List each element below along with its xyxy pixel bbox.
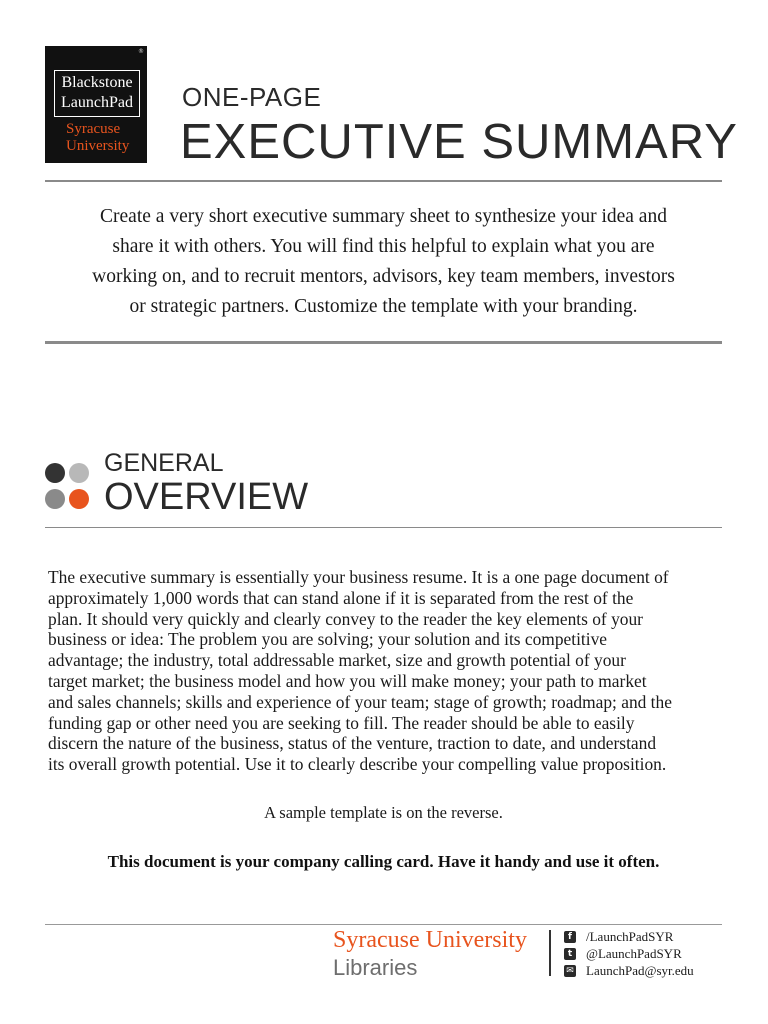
facebook-handle[interactable]: /LaunchPadSYR	[586, 928, 674, 944]
registered-mark: ®	[138, 48, 144, 55]
body-line: and sales channels; skills and experience of your team; stage of growth; roadmap; and the	[48, 691, 672, 712]
dot-light-gray	[69, 463, 89, 483]
header-divider	[45, 180, 722, 182]
body-line: advantage; the industry, total addressable market, size and growth potential of your	[48, 650, 626, 671]
dot-dark	[45, 463, 65, 483]
overview-paragraph	[48, 567, 728, 775]
body-line: its overall growth potential. Use it to clearly describe your compelling value proposition.	[48, 754, 667, 775]
body-line: The executive summary is essentially your business resume. It is a one page document of	[48, 567, 669, 587]
contact-facebook[interactable]	[564, 928, 694, 945]
logo-line-university: University	[66, 138, 130, 154]
twitter-icon: t	[564, 948, 576, 960]
facebook-icon: f	[564, 931, 576, 943]
body-line: target market; the business model and how you will make money; your path to market	[48, 670, 647, 691]
twitter-handle[interactable]: @LaunchPadSYR	[586, 945, 682, 961]
body-line: discern the nature of the business, status of the venture, traction to date, and understand	[48, 733, 657, 754]
contact-email[interactable]	[564, 962, 694, 979]
logo-wordmark	[54, 70, 140, 117]
contact-list	[564, 928, 694, 979]
section-dots-icon	[45, 463, 91, 511]
page-subtitle: ONE-PAGE	[182, 82, 322, 112]
body-line: approximately 1,000 words that can stand alone if it is separated from the rest of the	[48, 587, 634, 608]
contact-twitter[interactable]	[564, 945, 694, 962]
sample-template-note: A sample template is on the reverse.	[264, 803, 503, 822]
syracuse-university-wordmark: Syracuse University	[333, 927, 527, 953]
email-icon: ✉	[564, 965, 576, 977]
section-subtitle: GENERAL	[104, 449, 224, 477]
intro-line: share it with others. You will find this helpful to explain what you are	[112, 236, 655, 257]
body-line: business or idea: The problem you are solving; your solution and its competitive	[48, 629, 607, 650]
libraries-wordmark: Libraries	[333, 955, 418, 980]
dot-gray	[45, 489, 65, 509]
calling-card-statement: This document is your company calling card. Have it handy and use it often.	[107, 852, 660, 871]
intro-line: working on, and to recruit mentors, advisors, key team members, investors	[92, 266, 675, 287]
email-address[interactable]: LaunchPad@syr.edu	[586, 962, 694, 978]
logo-line-blackstone: Blackstone	[61, 74, 133, 91]
footer-vertical-divider	[549, 930, 551, 976]
intro-line: Create a very short executive summary sheet to synthesize your idea and	[100, 206, 667, 227]
dot-orange	[69, 489, 89, 509]
body-line: funding gap or other need you are seeking to fill. The reader should be able to easily	[48, 712, 635, 733]
page-title: EXECUTIVE SUMMARY	[180, 115, 738, 169]
intro-paragraph	[45, 202, 722, 322]
body-line: plan. It should very quickly and clearly convey to the reader the key elements of your	[48, 608, 643, 629]
blackstone-launchpad-logo	[45, 46, 147, 163]
section-divider	[45, 527, 722, 528]
intro-divider	[45, 341, 722, 344]
intro-line: or strategic partners. Customize the template with your branding.	[129, 296, 638, 317]
logo-line-launchpad: LaunchPad	[61, 94, 133, 111]
logo-university	[66, 121, 129, 155]
logo-line-syracuse: Syracuse	[66, 121, 121, 137]
section-title: OVERVIEW	[104, 476, 309, 518]
footer-divider	[45, 924, 722, 925]
